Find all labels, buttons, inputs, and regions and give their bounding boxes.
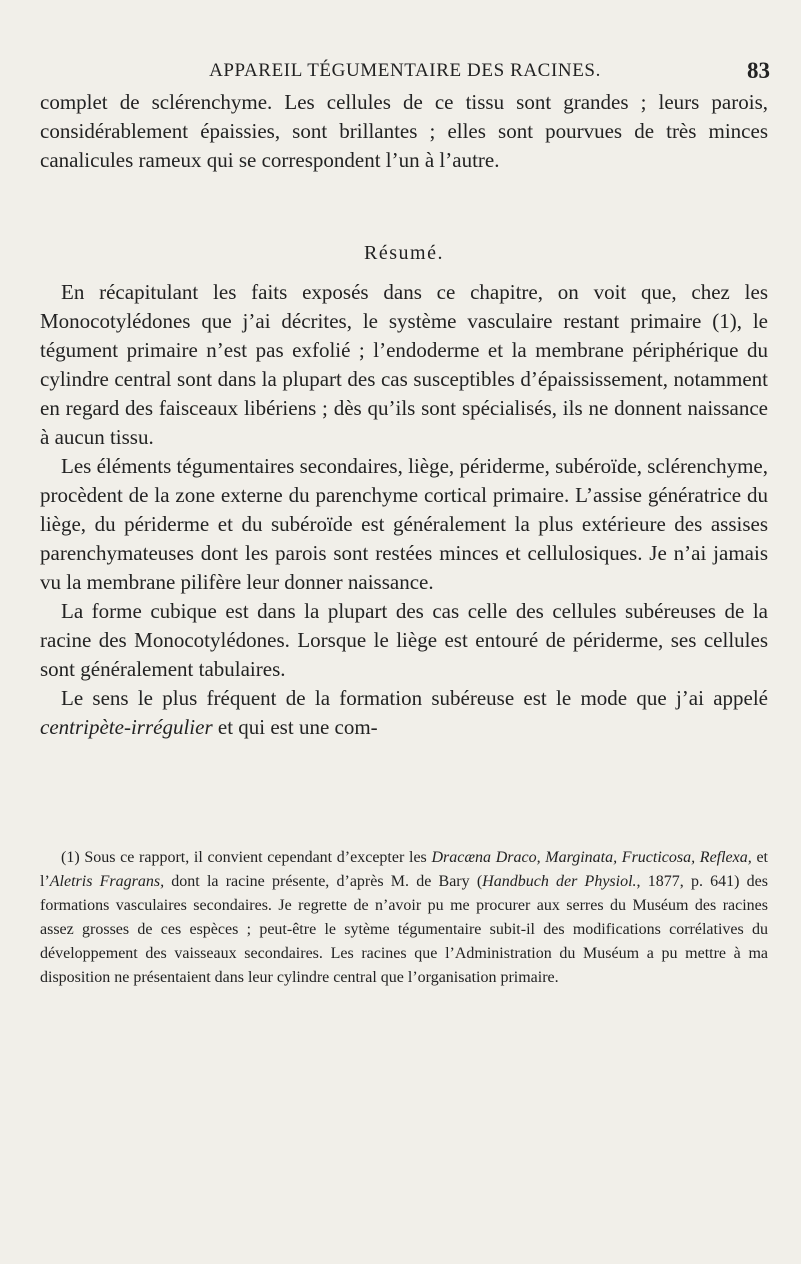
paragraph	[40, 684, 768, 742]
paragraph: Les éléments tégumentaires secondaires, liège, périderme, subéroïde, sclérenchyme, procèdent de la zone externe du parenchyme cortical primaire. L’assise génératrice du liège, du périderme et du subéroïde est généralement la plus extérieure des assises parenchymateuses dont les parois sont restées minces et cellulosiques. Je n’ai jamais vu la membrane pilifère leur donner naissance.	[40, 454, 768, 594]
footnote-marker: (1)	[61, 849, 80, 866]
paragraph-text: Le sens le plus fréquent de la formation subéreuse est le mode que j’ai appelé	[61, 686, 768, 710]
paragraph: La forme cubique est dans la plupart des cas celle des cellules subéreuses de la racine des Monocotylédones. Lorsque le liège est entouré de périderme, ses cellules sont généralement tabulaires.	[40, 599, 768, 681]
footnote	[40, 846, 768, 990]
emphasized-term: centripète-irrégulier	[40, 715, 213, 739]
paragraph: En récapitulant les faits exposés dans ce chapitre, on voit que, chez les Monocotylédones que j’ai décrites, le système vasculaire restant primaire (1), le tégument primaire n’est pas exfolié ; l’endoderme et la membrane périphérique du cylindre central sont dans la plupart des cas susceptibles d’épaississement, notamment en regard des faisceaux libériens ; dès qu’ils sont spécialisés, ils ne donnent naissance à aucun tissu.	[40, 280, 768, 449]
page-number: 83	[747, 58, 770, 83]
footnote-italic: Dracæna Draco, Marginata, Fructicosa, Reflexa,	[431, 849, 752, 866]
running-title: APPAREIL TÉGUMENTAIRE DES RACINES.	[209, 60, 601, 81]
paragraph-continuation: complet de sclérenchyme. Les cellules de ce tissu sont grandes ; leurs parois, considérablement épaissies, sont brillantes ; elles sont pourvues de très minces canalicules rameux qui se correspondent l’un à l’autre.	[40, 90, 768, 172]
paragraph-text: et qui est une com-	[212, 715, 378, 739]
footnote-paragraph	[40, 846, 768, 990]
section-title: Résumé.	[364, 242, 444, 264]
main-text	[40, 88, 768, 742]
footnote-italic: Handbuch der Physiol.	[482, 873, 637, 890]
footnote-text: et l’	[40, 849, 768, 890]
footnote-text: , 1877, p. 641) des formations vasculaires secondaires. Je regrette de n’avoir pu me procurer aux serres du Muséum des racines assez grosses de ces espèces ; peut-être le sytème tégumentaire subit-il des modifications corrélatives du développement des vaisseaux secondaires. Les racines que l’Administration du Muséum a pu mettre à ma disposition ne présentaient dans leur cylindre central que l’organisation primaire.	[40, 873, 769, 986]
page-header	[40, 60, 770, 90]
footnote-text: Sous ce rapport, il convient cependant d’excepter les	[79, 849, 432, 866]
footnote-italic: Aletris Fragrans,	[49, 873, 165, 890]
footnote-text: dont la racine présente, d’après M. de Bary (	[164, 873, 483, 890]
